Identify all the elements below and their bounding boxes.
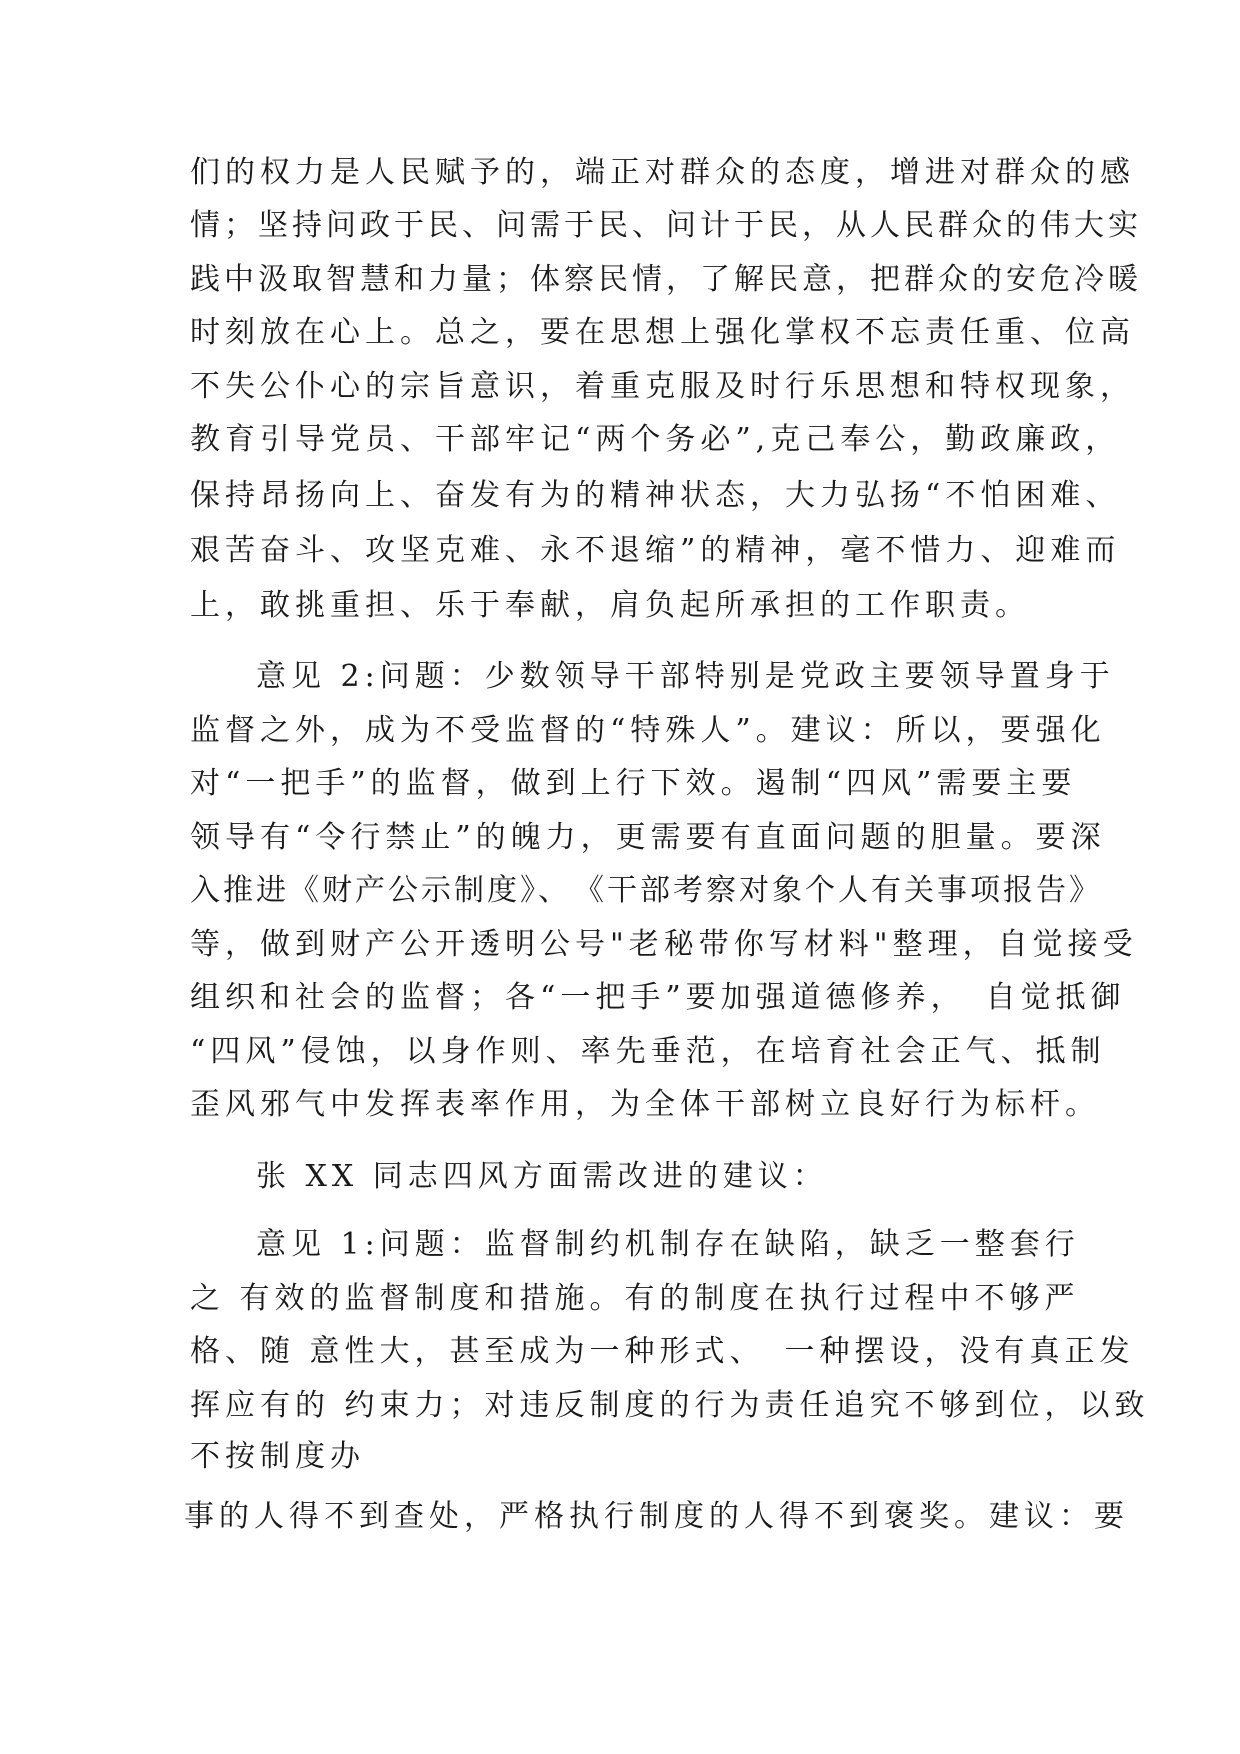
text-line: 组织和社会的监督；各“一把手”要加强道德修养， 自觉抵御 <box>190 980 1126 1015</box>
paragraph-opinion-1: 意见 1:问题：监督制约机制存在缺陷，缺乏一整套行 <box>256 1227 1080 1262</box>
text-line: 践中汲取智慧和力量；体察民情，了解民意，把群众的安危冷暖 <box>190 262 1142 297</box>
text-line: 情；坚持问政于民、问需于民、问计于民，从人民群众的伟大实 <box>190 208 1142 243</box>
text-line: 艰苦奋斗、攻坚克难、永不退缩”的精神，毫不惜力、迎难而 <box>190 533 1121 568</box>
text-line: 上，敢挑重担、乐于奉献，肩负起所承担的工作职责。 <box>190 588 1030 623</box>
section-heading: 张 XX 同志四风方面需改进的建议： <box>256 1159 828 1194</box>
paragraph-opinion-2: 意见 2:问题：少数领导干部特别是党政主要领导置身于 <box>256 659 1115 694</box>
text-line: 等，做到财产公开透明公号"老秘带你写材料"整理，自觉接受 <box>190 927 1138 962</box>
text-line: 不按制度办 <box>190 1439 365 1474</box>
text-line: 监督之外，成为不受监督的“特殊人”。建议：所以，要强化 <box>190 713 1106 748</box>
text-line: 入推进《财产公示制度》、 《干部考察对象个人有关事项报告》 <box>190 873 1102 908</box>
text-line: 们的权力是人民赋予的，端正对群众的态度，增进对群众的感 <box>190 155 1135 190</box>
text-line: 对“一把手”的监督，做到上行下效。遏制“四风”需要主要 <box>190 766 1077 801</box>
text-line: 格、随 意性大，甚至成为一种形式、 一种摆设，没有真正发 <box>190 1334 1135 1369</box>
text-line: 歪风邪气中发挥表率作用，为全体干部树立良好行为标杆。 <box>190 1087 1100 1122</box>
text-line: 领导有“令行禁止”的魄力，更需要有直面问题的胆量。要深 <box>190 820 1106 855</box>
text-line: 时刻放在心上。总之，要在思想上强化掌权不忘责任重、位高 <box>190 315 1135 350</box>
text-line: 挥应有的 约束力；对违反制度的行为责任追究不够到位，以致 <box>190 1388 1150 1423</box>
text-line: “四风”侵蚀，以身作则、率先垂范，在培育社会正气、抵制 <box>190 1034 1106 1069</box>
text-line: 教育引导党员、干部牢记“两个务必”,克己奉公，勤政廉政， <box>190 422 1121 457</box>
text-line: 不失公仆心的宗旨意识，着重克服及时行乐思想和特权现象， <box>190 369 1135 404</box>
text-line: 之 有效的监督制度和措施。有的制度在执行过程中不够严 <box>190 1281 1080 1316</box>
text-line: 保持昂扬向上、奋发有为的精神状态，大力弘扬“不怕困难、 <box>190 478 1121 513</box>
text-line: 事的人得不到查处，严格执行制度的人得不到褒奖。建议：要 <box>184 1499 1129 1534</box>
